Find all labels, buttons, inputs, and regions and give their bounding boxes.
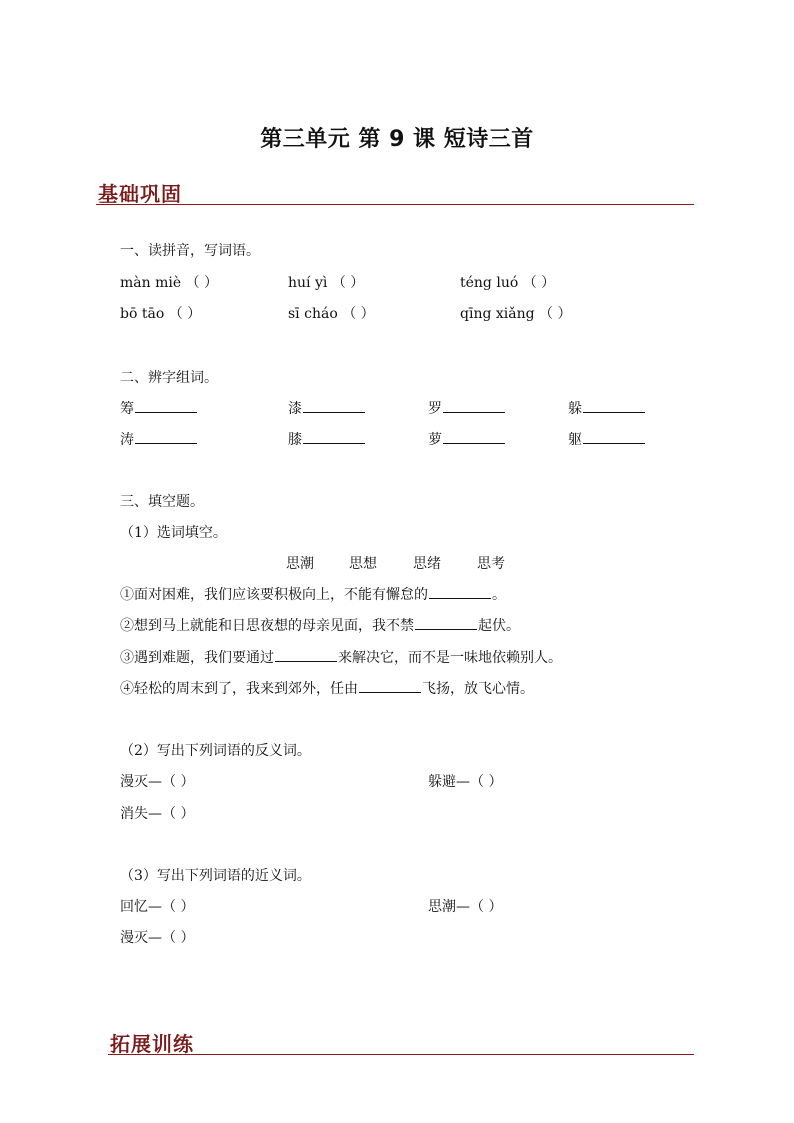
section-heading-extension: 拓展训练 bbox=[110, 1032, 194, 1056]
antonym-item[interactable]: 漫灭—（ ） bbox=[120, 774, 195, 790]
question-3-heading: 三、填空题。 bbox=[120, 494, 204, 510]
sentence-text: 。 bbox=[492, 587, 506, 603]
answer-paren[interactable]: （ ） bbox=[522, 275, 556, 291]
section-divider bbox=[96, 204, 694, 205]
antonym-item[interactable]: 消失—（ ） bbox=[120, 806, 195, 822]
sentence-text: 来解决它，而不是一味地依赖别人。 bbox=[338, 650, 562, 666]
fill-sentence bbox=[120, 615, 520, 635]
char-text: 筹 bbox=[120, 401, 134, 417]
synonym-item[interactable]: 思潮—（ ） bbox=[428, 899, 503, 915]
answer-blank[interactable] bbox=[443, 398, 505, 413]
question-2-heading: 二、辨字组词。 bbox=[120, 370, 218, 386]
pinyin-text: huí yì bbox=[288, 275, 328, 291]
synonym-item[interactable]: 漫灭—（ ） bbox=[120, 930, 195, 946]
answer-paren[interactable]: （ ） bbox=[342, 306, 375, 322]
char-text: 躲 bbox=[568, 401, 582, 417]
char-text: 漆 bbox=[288, 401, 302, 417]
answer-paren[interactable]: （ ） bbox=[185, 275, 219, 291]
answer-paren[interactable]: （ ） bbox=[168, 306, 202, 322]
sub-question-1-heading: （1）选词填空。 bbox=[120, 525, 227, 541]
char-item bbox=[120, 398, 198, 418]
char-text: 罗 bbox=[428, 401, 442, 417]
pinyin-item bbox=[288, 303, 375, 323]
sentence-text: 飞扬，放飞心情。 bbox=[422, 681, 534, 697]
pinyin-text: qīng xiǎng bbox=[460, 306, 535, 322]
question-1-heading: 一、读拼音，写词语。 bbox=[120, 243, 260, 259]
char-item bbox=[428, 398, 506, 418]
fill-sentence bbox=[120, 584, 506, 604]
pinyin-text: sī cháo bbox=[288, 306, 338, 322]
answer-paren[interactable]: （ ） bbox=[539, 306, 572, 322]
sentence-text: ②想到马上就能和日思夜想的母亲见面，我不禁 bbox=[120, 618, 414, 634]
char-item bbox=[288, 398, 366, 418]
answer-blank[interactable] bbox=[135, 398, 197, 413]
word-option: 思潮 bbox=[286, 556, 314, 572]
char-item bbox=[120, 429, 198, 449]
pinyin-item bbox=[120, 303, 201, 323]
word-option: 思想 bbox=[349, 556, 377, 572]
pinyin-item bbox=[288, 272, 364, 292]
sentence-text: ①面对困难，我们应该要积极向上，不能有懈怠的 bbox=[120, 587, 428, 603]
char-text: 萝 bbox=[428, 432, 442, 448]
answer-blank[interactable] bbox=[135, 429, 197, 444]
answer-blank[interactable] bbox=[583, 398, 645, 413]
pinyin-text: téng luó bbox=[460, 275, 519, 291]
pinyin-item bbox=[120, 272, 218, 292]
sentence-text: 起伏。 bbox=[478, 618, 520, 634]
section-heading-basics: 基础巩固 bbox=[98, 182, 182, 206]
answer-blank[interactable] bbox=[583, 429, 645, 444]
fill-sentence bbox=[120, 647, 562, 667]
char-text: 膝 bbox=[288, 432, 302, 448]
page-title: 第三单元 第 9 课 短诗三首 bbox=[260, 127, 534, 152]
answer-blank[interactable] bbox=[429, 584, 491, 599]
sentence-text: ④轻松的周末到了，我来到郊外，任由 bbox=[120, 681, 358, 697]
antonym-item[interactable]: 躲避—（ ） bbox=[428, 774, 503, 790]
char-item bbox=[288, 429, 366, 449]
char-item bbox=[568, 398, 646, 418]
char-item bbox=[568, 429, 646, 449]
synonym-item[interactable]: 回忆—（ ） bbox=[120, 899, 195, 915]
answer-blank[interactable] bbox=[359, 678, 421, 693]
word-option: 思绪 bbox=[413, 556, 441, 572]
sub-question-2-heading: （2）写出下列词语的反义词。 bbox=[120, 743, 311, 759]
word-option: 思考 bbox=[477, 556, 505, 572]
answer-blank[interactable] bbox=[303, 429, 365, 444]
answer-blank[interactable] bbox=[443, 429, 505, 444]
answer-blank[interactable] bbox=[303, 398, 365, 413]
pinyin-item bbox=[460, 272, 555, 292]
sentence-text: ③遇到难题，我们要通过 bbox=[120, 650, 274, 666]
sub-question-3-heading: （3）写出下列词语的近义词。 bbox=[120, 868, 311, 884]
pinyin-text: màn miè bbox=[120, 275, 182, 291]
answer-blank[interactable] bbox=[415, 615, 477, 630]
fill-sentence bbox=[120, 678, 534, 698]
answer-paren[interactable]: （ ） bbox=[331, 275, 365, 291]
char-text: 涛 bbox=[120, 432, 134, 448]
section-divider bbox=[108, 1054, 694, 1055]
char-item bbox=[428, 429, 506, 449]
char-text: 躯 bbox=[568, 432, 582, 448]
pinyin-item bbox=[460, 303, 571, 323]
answer-blank[interactable] bbox=[275, 647, 337, 662]
pinyin-text: bō tāo bbox=[120, 306, 165, 322]
